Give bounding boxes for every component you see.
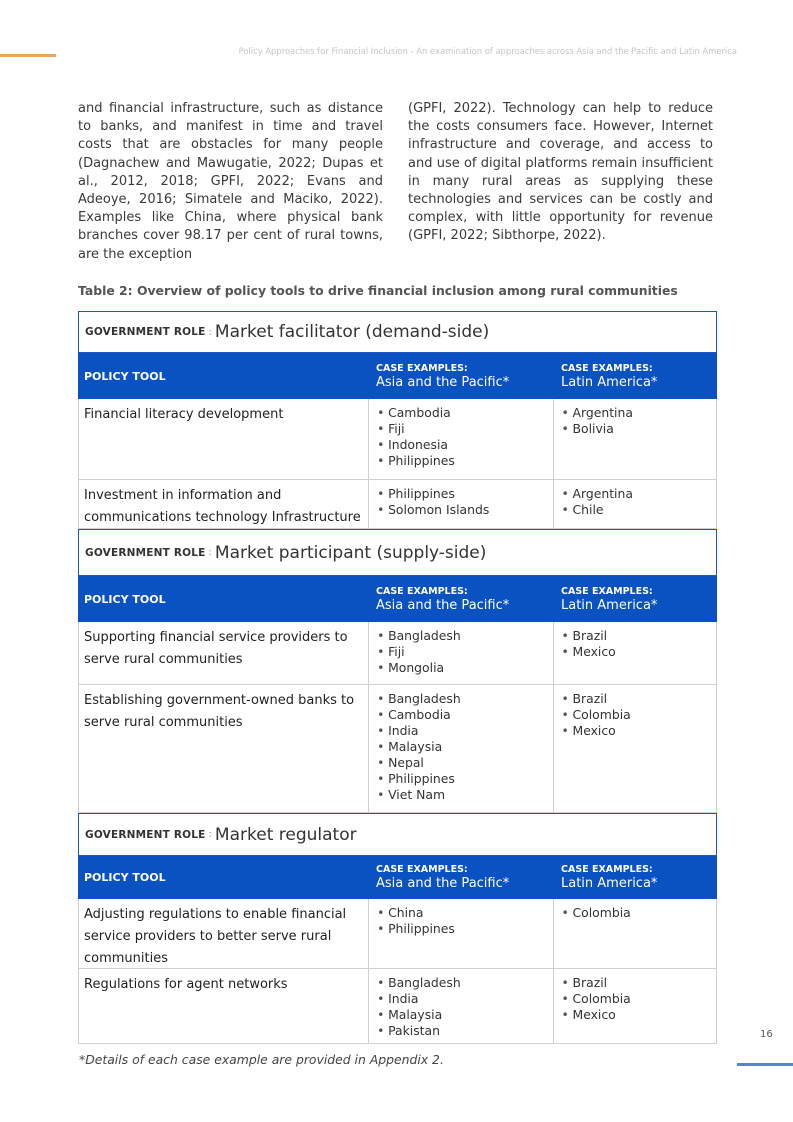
region-label: Latin America* [561, 597, 658, 613]
case-examples-label: CASE EXAMPLES: [376, 362, 468, 374]
asia-cell [369, 399, 553, 479]
country-item: • Brazil [562, 691, 713, 707]
asia-cell [369, 480, 553, 528]
country-item: • Cambodia [377, 707, 548, 723]
case-examples-label: CASE EXAMPLES: [376, 864, 468, 875]
country-item: • Fiji [377, 644, 548, 660]
policy-tools-table [78, 311, 717, 1044]
policy-tool-cell: Investment in information and communications technology Infrastructure [79, 480, 369, 528]
role-separator: : [208, 326, 212, 338]
country-list [562, 905, 713, 921]
table-row [78, 622, 717, 685]
role-separator: : [208, 829, 212, 840]
country-list [377, 691, 548, 803]
country-item: • Brazil [562, 628, 713, 644]
country-item: • Mexico [562, 1007, 713, 1023]
country-item: • Brazil [562, 975, 713, 991]
table-row [78, 969, 717, 1044]
policy-tool-cell: Regulations for agent networks [79, 969, 369, 1043]
government-role-bar [78, 813, 717, 856]
country-list [377, 905, 548, 937]
asia-cell [369, 899, 553, 968]
bottom-accent-line [737, 1063, 793, 1066]
policy-tool-header: POLICY TOOL [84, 871, 166, 884]
latam-cell [554, 399, 717, 479]
asia-cell [369, 685, 553, 812]
country-item: • Philippines [377, 453, 548, 469]
table-header-row [78, 856, 717, 899]
table-header-row [78, 353, 717, 399]
latam-cell [554, 480, 717, 528]
government-role-bar [78, 529, 717, 576]
country-item: • Argentina [562, 486, 713, 502]
country-list [562, 405, 713, 437]
case-examples-label: CASE EXAMPLES: [561, 585, 653, 597]
body-text-right-column: (GPFI, 2022). Technology can help to reduce the costs consumers face. However, Internet infrastructure and coverage, and access to and use of digital platforms remain insufficient in many rural areas as supplying these technologies and services can be costly and complex, with little opportunity for revenue (GPFI, 2022; Sibthorpe, 2022). [408, 101, 713, 244]
country-list [377, 486, 548, 518]
policy-tool-cell: Establishing government-owned banks to serve rural communities [79, 685, 369, 812]
country-item: • Chile [562, 502, 713, 518]
region-label: Asia and the Pacific* [376, 876, 510, 891]
role-name: Market facilitator (demand-side) [214, 322, 490, 342]
country-list [562, 691, 713, 739]
case-examples-label: CASE EXAMPLES: [561, 864, 653, 875]
latam-header [554, 586, 717, 613]
latam-header [554, 864, 717, 891]
page-number: 16 [760, 1029, 773, 1040]
country-list [377, 628, 548, 676]
country-item: • Philippines [377, 771, 548, 787]
table-row [78, 480, 717, 529]
country-item: • Mexico [562, 644, 713, 660]
country-item: • Cambodia [377, 405, 548, 421]
role-separator: : [208, 547, 212, 558]
country-item: • India [377, 723, 548, 739]
asia-cell [369, 622, 553, 684]
country-item: • Malaysia [377, 1007, 548, 1023]
country-item: • Bangladesh [377, 691, 548, 707]
country-item: • Fiji [377, 421, 548, 437]
country-item: • Mongolia [377, 660, 548, 676]
table-row [78, 899, 717, 969]
role-label: GOVERNMENT ROLE [85, 546, 206, 559]
asia-cell [369, 969, 553, 1043]
asia-header [369, 864, 554, 891]
running-header: Policy Approaches for Financial Inclusion - An examination of approaches across Asia and the Pacific and Latin America [238, 46, 737, 56]
case-examples-label: CASE EXAMPLES: [561, 362, 653, 374]
latam-cell [554, 969, 717, 1043]
table-row [78, 685, 717, 813]
country-list [377, 975, 548, 1039]
country-list [562, 975, 713, 1023]
policy-tool-cell: Supporting financial service providers to serve rural communities [79, 622, 369, 684]
country-item: • Philippines [377, 921, 548, 937]
country-item: • Colombia [562, 905, 713, 921]
policy-tool-header: POLICY TOOL [84, 369, 166, 383]
role-name: Market regulator [214, 824, 357, 845]
policy-tool-cell: Financial literacy development [79, 399, 369, 479]
country-item: • Colombia [562, 707, 713, 723]
latam-cell [554, 899, 717, 968]
country-item: • Nepal [377, 755, 548, 771]
table-caption: Table 2: Overview of policy tools to drive financial inclusion among rural communities [78, 283, 678, 298]
case-examples-label: CASE EXAMPLES: [376, 585, 468, 597]
country-list [562, 628, 713, 660]
country-item: • Bangladesh [377, 975, 548, 991]
country-item: • Viet Nam [377, 787, 548, 803]
policy-tool-header: POLICY TOOL [84, 592, 166, 606]
country-item: • Colombia [562, 991, 713, 1007]
government-role-bar [78, 311, 717, 353]
table-header-row [78, 576, 717, 622]
policy-tool-cell: Adjusting regulations to enable financial service providers to better serve rural communities [79, 899, 369, 968]
country-list [562, 486, 713, 518]
table-row [78, 399, 717, 480]
latam-cell [554, 622, 717, 684]
body-text-left-column: and financial infrastructure, such as distance to banks, and manifest in time and travel costs that are obstacles for many people (Dagnachew and Mawugatie, 2022; Dupas et al., 2012, 2018; GPFI, 2022; Evans and Adeoye, 2016; Simatele and Maciko, 2022). Examples like China, where physical bank branches cover 98.17 per cent of rural towns, are the exception [78, 101, 383, 262]
country-item: • Indonesia [377, 437, 548, 453]
region-label: Latin America* [561, 876, 658, 891]
country-item: • Mexico [562, 723, 713, 739]
country-item: • Malaysia [377, 739, 548, 755]
latam-cell [554, 685, 717, 812]
asia-header [369, 586, 554, 613]
top-accent-line [0, 54, 56, 57]
country-item: • Philippines [377, 486, 548, 502]
country-item: • India [377, 991, 548, 1007]
country-item: • Argentina [562, 405, 713, 421]
country-item: • Pakistan [377, 1023, 548, 1039]
region-label: Asia and the Pacific* [376, 597, 510, 613]
role-name: Market participant (supply-side) [214, 542, 487, 563]
region-label: Asia and the Pacific* [376, 374, 510, 390]
country-list [377, 405, 548, 469]
table-footnote: *Details of each case example are provided in Appendix 2. [79, 1052, 444, 1067]
country-item: • Bangladesh [377, 628, 548, 644]
role-label: GOVERNMENT ROLE [85, 828, 206, 841]
region-label: Latin America* [561, 374, 658, 390]
country-item: • Bolivia [562, 421, 713, 437]
country-item: • China [377, 905, 548, 921]
role-label: GOVERNMENT ROLE [85, 326, 206, 338]
asia-header [369, 363, 554, 390]
country-item: • Solomon Islands [377, 502, 548, 518]
latam-header [554, 363, 717, 390]
